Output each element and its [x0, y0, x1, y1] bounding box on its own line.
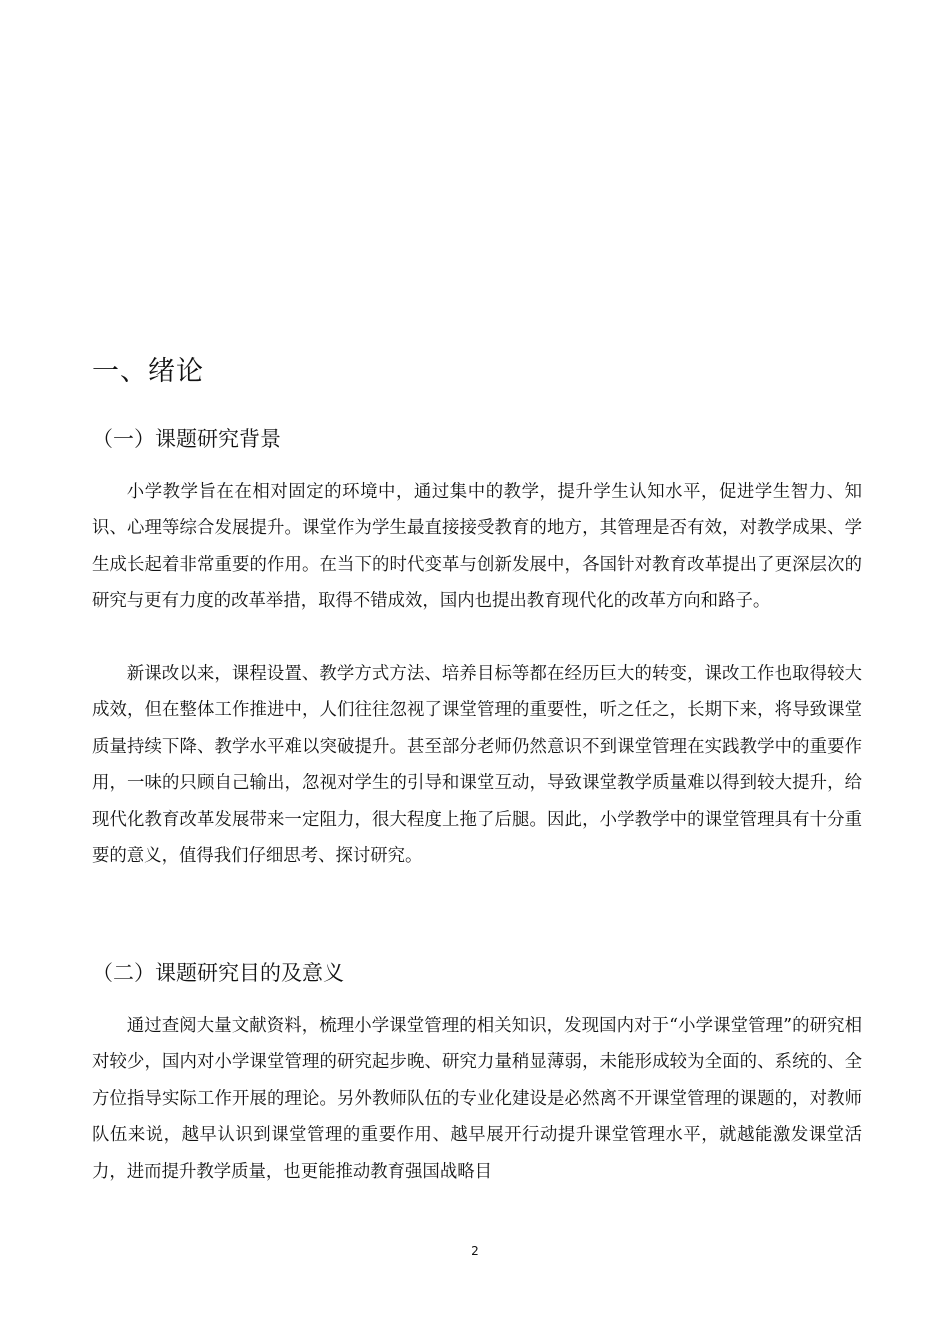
chapter-heading: 一、绪论 — [92, 356, 204, 387]
page-number: 2 — [471, 1244, 479, 1258]
paragraph-background-1: 小学教学旨在在相对固定的环境中，通过集中的教学，提升学生认知水平，促进学生智力、知识、心理等综合发展提升。课堂作为学生最直接接受教育的地方，其管理是否有效，对教学成果、学生成长起着非常重要的作用。在当下的时代变革与创新发展中，各国针对教育改革提出了更深层次的研究与更有力度的改革举措，取得不错成效，国内也提出教育现代化的改革方向和路子。 — [92, 482, 862, 612]
paragraph-purpose-1: 通过查阅大量文献资料，梳理小学课堂管理的相关知识，发现国内对于“小学课堂管理”的研究相对较少，国内对小学课堂管理的研究起步晚、研究力量稍显薄弱，未能形成较为全面的、系统的、全方位指导实际工作开展的理论。另外教师队伍的专业化建设是必然离不开课堂管理的课题的，对教师队伍来说，越早认识到课堂管理的重要作用、越早展开行动提升课堂管理水平，就越能激发课堂活力，进而提升教学质量，也更能推动教育强国战略目 — [92, 1016, 862, 1182]
paragraph-background-2: 新课改以来，课程设置、教学方式方法、培养目标等都在经历巨大的转变，课改工作也取得较大成效，但在整体工作推进中，人们往往忽视了课堂管理的重要性，听之任之，长期下来，将导致课堂质量持续下降、教学水平难以突破提升。甚至部分老师仍然意识不到课堂管理在实践教学中的重要作用，一味的只顾自己输出，忽视对学生的引导和课堂互动，导致课堂教学质量难以得到较大提升，给现代化教育改革发展带来一定阻力，很大程度上拖了后腿。因此，小学教学中的课堂管理具有十分重要的意义，值得我们仔细思考、探讨研究。 — [92, 664, 862, 867]
section-heading-background: （一）课题研究背景 — [92, 427, 281, 451]
section-heading-purpose: （二）课题研究目的及意义 — [92, 961, 344, 985]
